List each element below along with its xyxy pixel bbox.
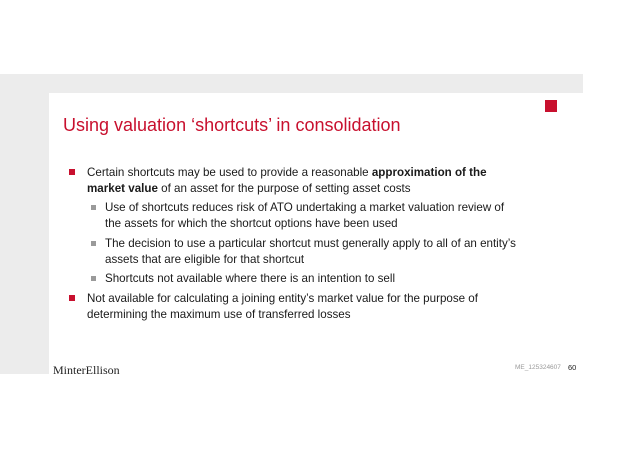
sub-bullet-item: [62, 200, 522, 233]
accent-square: [545, 100, 557, 112]
sub-bullet-icon: [91, 276, 96, 281]
page-number: 60: [568, 363, 577, 372]
bullet-item: [62, 165, 522, 198]
square-bullet-icon: [69, 169, 75, 175]
sub-bullet-icon: [91, 241, 96, 246]
slide-title: Using valuation ‘shortcuts’ in consolidation: [63, 115, 401, 135]
bullet-text-bold: approximation of the market value: [87, 166, 487, 196]
bullet-text-after: of an asset for the purpose of setting asset costs: [157, 182, 411, 196]
sub-bullet-item: [62, 271, 522, 287]
bullet-item: [62, 291, 522, 324]
document-reference: ME_125324607: [515, 364, 561, 371]
company-logo: MinterEllison: [53, 363, 120, 377]
sub-bullet-text: Use of shortcuts reduces risk of ATO undertaking a market valuation review of the assets for which the shortcut options have been used: [105, 200, 505, 231]
square-bullet-icon: [69, 295, 75, 301]
sub-bullet-text: The decision to use a particular shortcut must generally apply to all of an entity’s assets that are eligible for that shortcut: [105, 236, 516, 267]
sub-bullet-icon: [91, 205, 96, 210]
bullet-list: [62, 165, 522, 326]
sub-bullet-item: [62, 236, 522, 269]
bullet-text: Not available for calculating a joining entity’s market value for the purpose of determining the maximum use of transferred losses: [87, 291, 478, 322]
bullet-text-before: Certain shortcuts may be used to provide a reasonable: [87, 166, 372, 179]
sub-bullet-text: Shortcuts not available where there is an intention to sell: [105, 272, 396, 286]
